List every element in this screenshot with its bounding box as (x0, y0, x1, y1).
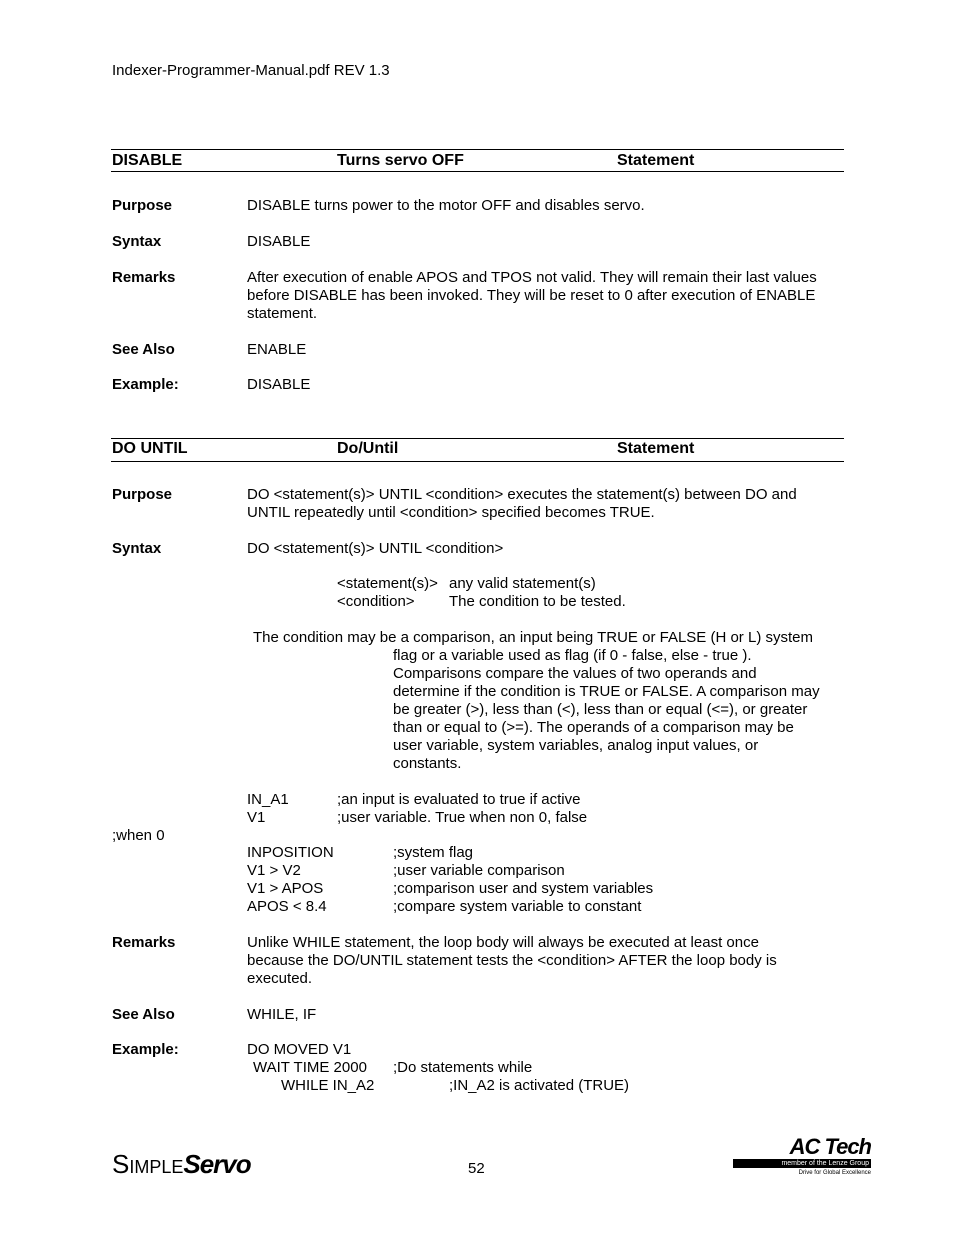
see-also-label: See Also (112, 1006, 175, 1023)
syntax-text: DISABLE (247, 233, 311, 250)
simpleservo-logo (112, 1148, 251, 1180)
example-comment: ;an input is evaluated to true if active (337, 791, 581, 808)
actech-logo (733, 1136, 871, 1178)
param-name: <statement(s)> (337, 575, 438, 592)
section-rule-top (111, 438, 844, 439)
example-code: V1 > APOS (247, 880, 324, 897)
see-also-label: See Also (112, 341, 175, 358)
param-name: <condition> (337, 593, 415, 610)
condition-text: The condition may be a comparison, an input being TRUE or FALSE (H or L) system (253, 629, 813, 646)
condition-text: flag or a variable used as flag (if 0 - false, else - true ). (393, 647, 752, 664)
condition-text: determine if the condition is TRUE or FALSE. A comparison may (393, 683, 820, 700)
purpose-line: UNTIL repeatedly until <condition> specified becomes TRUE. (247, 504, 655, 521)
statement-type: Statement (617, 152, 695, 169)
logo-servo: Servo (183, 1149, 251, 1179)
document-title: Indexer-Programmer-Manual.pdf REV 1.3 (112, 62, 390, 79)
example-comment: ;user variable comparison (393, 862, 565, 879)
condition-text: Comparisons compare the values of two operands and (393, 665, 757, 682)
example-label: Example: (112, 376, 179, 393)
remarks-line: Unlike WHILE statement, the loop body will always be executed at least once (247, 934, 759, 951)
see-also-text: WHILE, IF (247, 1006, 317, 1023)
purpose-line: DO <statement(s)> UNTIL <condition> executes the statement(s) between DO and (247, 486, 797, 503)
page-number: 52 (468, 1160, 485, 1177)
syntax-label: Syntax (112, 540, 162, 557)
see-also-text: ENABLE (247, 341, 307, 358)
example-comment: ;system flag (393, 844, 474, 861)
statement-name: DO UNTIL (112, 440, 188, 457)
example-code: V1 > V2 (247, 862, 301, 879)
purpose-text: DISABLE turns power to the motor OFF and disables servo. (247, 197, 645, 214)
syntax-label: Syntax (112, 233, 162, 250)
statement-description: Do/Until (337, 440, 399, 457)
example-comment: ;Do statements while (393, 1059, 533, 1076)
condition-text: constants. (393, 755, 462, 772)
param-desc: any valid statement(s) (449, 575, 596, 592)
remarks-line: because the DO/UNTIL statement tests the <condition> AFTER the loop body is (247, 952, 777, 969)
actech-wordmark: AC Tech (789, 1134, 871, 1159)
remarks-line: statement. (247, 305, 318, 322)
example-code: WHILE IN_A2 (281, 1077, 375, 1094)
purpose-label: Purpose (112, 486, 173, 503)
remarks-line: After execution of enable APOS and TPOS not valid. They will remain their last values (247, 269, 817, 286)
remarks-line: before DISABLE has been invoked. They will be reset to 0 after execution of ENABLE (247, 287, 816, 304)
condition-text: user variable, system variables, analog input values, or (393, 737, 759, 754)
example-code: INPOSITION (247, 844, 334, 861)
example-label: Example: (112, 1041, 179, 1058)
example-code: IN_A1 (247, 791, 289, 808)
section-rule-bottom (111, 171, 844, 172)
actech-member-bar (733, 1159, 871, 1168)
purpose-label: Purpose (112, 197, 173, 214)
example-comment: ;compare system variable to constant (393, 898, 642, 915)
remarks-label: Remarks (112, 934, 176, 951)
section-rule-bottom (111, 461, 844, 462)
condition-text: than or equal to (>=). The operands of a comparison may be (393, 719, 794, 736)
example-comment: ;IN_A2 is activated (TRUE) (449, 1077, 630, 1094)
example-code: WAIT TIME 2000 (253, 1059, 367, 1076)
actech-member-text: member of the Lenze Group (781, 1160, 869, 1167)
statement-type: Statement (617, 440, 695, 457)
example-comment-wrap: ;when 0 (112, 827, 165, 844)
logo-simple: Simple (112, 1149, 184, 1179)
condition-text: be greater (>), less than (<), less than or equal (<=), or greater (393, 701, 808, 718)
example-comment: ;user variable. True when non 0, false (337, 809, 588, 826)
param-desc: The condition to be tested. (449, 593, 626, 610)
remarks-label: Remarks (112, 269, 176, 286)
statement-name: DISABLE (112, 152, 183, 169)
statement-description: Turns servo OFF (337, 152, 464, 169)
example-line: DO MOVED V1 (247, 1041, 352, 1058)
syntax-text: DO <statement(s)> UNTIL <condition> (247, 540, 504, 557)
example-comment: ;comparison user and system variables (393, 880, 654, 897)
section-rule-top (111, 149, 844, 150)
example-text: DISABLE (247, 376, 311, 393)
remarks-line: executed. (247, 970, 313, 987)
example-code: V1 (247, 809, 266, 826)
example-code: APOS < 8.4 (247, 898, 327, 915)
actech-tagline: Drive for Global Excellence (798, 1170, 871, 1176)
